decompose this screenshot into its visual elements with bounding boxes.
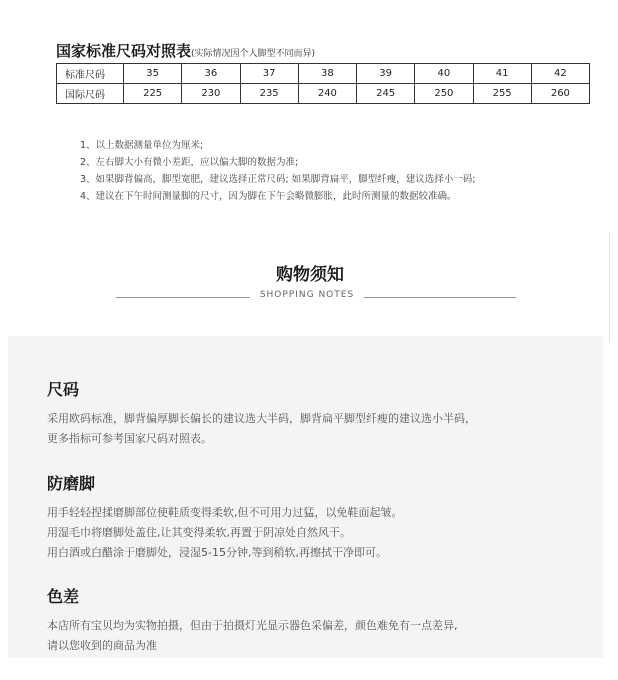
size-chart-title-row — [56, 40, 315, 61]
section-line: 用白酒或白醋涂于磨脚处，浸湿5-15分钟,等到稍软,再擦拭干净即可。 — [47, 546, 387, 559]
table-cell: 39 — [357, 64, 415, 84]
shopping-info-panel — [8, 336, 603, 658]
table-cell: 35 — [124, 64, 182, 84]
table-cell: 255 — [473, 84, 531, 104]
section-line: 用湿毛巾将磨脚处盖住,让其变得柔软,再置于阴凉处自然风干。 — [47, 526, 351, 539]
table-row-label: 国际尺码 — [57, 84, 124, 104]
size-chart-note: (实际情况因个人脚型不同而异) — [191, 49, 316, 59]
table-cell: 41 — [473, 64, 531, 84]
table-cell: 240 — [298, 84, 356, 104]
table-cell: 37 — [240, 64, 298, 84]
size-chart-section — [0, 0, 618, 232]
note-item: 4、建议在下午时间测量脚的尺寸，因为脚在下午会略微膨胀，此时所测量的数据较准确。 — [80, 191, 457, 202]
divider-line-right — [364, 297, 516, 298]
section-line: 请以您收到的商品为准 — [47, 639, 157, 652]
edge-divider — [609, 232, 610, 342]
table-cell: 38 — [298, 64, 356, 84]
note-item: 3、如果脚背偏高，脚型宽肥，建议选择正常尺码; 如果脚背扁平，脚型纤瘦，建议选择小一码; — [80, 174, 476, 185]
table-row-international — [57, 84, 590, 104]
section-color-difference — [47, 584, 458, 656]
section-line: 更多指标可参考国家尺码对照表。 — [47, 432, 212, 445]
table-cell: 245 — [357, 84, 415, 104]
section-line: 采用欧码标准，脚背偏厚脚长偏长的建议选大半码，脚背扁平脚型纤瘦的建议选小半码， — [47, 412, 476, 425]
table-cell: 42 — [531, 64, 589, 84]
size-chart-title: 国家标准尺码对照表 — [56, 42, 192, 60]
section-heading: 尺码 — [47, 380, 80, 399]
size-notes — [80, 137, 475, 205]
section-size — [47, 377, 476, 449]
section-anti-chafe — [47, 471, 403, 563]
table-cell: 40 — [415, 64, 473, 84]
section-heading: 色差 — [47, 587, 80, 606]
table-cell: 230 — [182, 84, 240, 104]
table-cell: 36 — [182, 64, 240, 84]
note-item: 1、以上数据测量单位为厘米; — [80, 140, 204, 151]
table-cell: 235 — [240, 84, 298, 104]
table-cell: 225 — [124, 84, 182, 104]
table-cell: 250 — [415, 84, 473, 104]
shopping-notes-header — [8, 232, 612, 336]
section-line: 用手轻轻捏揉磨脚部位使鞋质变得柔软,但不可用力过猛，以免鞋面起皱。 — [47, 506, 403, 519]
note-item: 2、左右脚大小有微小差距，应以偏大脚的数据为准; — [80, 157, 299, 168]
table-row-label: 标准尺码 — [57, 64, 124, 84]
shopping-subtitle-row — [116, 290, 516, 304]
shopping-title: 购物须知 — [276, 265, 344, 285]
divider-line-left — [116, 297, 250, 298]
table-cell: 260 — [531, 84, 589, 104]
section-line: 本店所有宝贝均为实物拍摄，但由于拍摄灯光显示器色采偏差，颜色难免有一点差异, — [47, 619, 458, 632]
size-table — [56, 63, 590, 104]
shopping-subtitle: SHOPPING NOTES — [259, 290, 355, 300]
table-row-standard — [57, 64, 590, 84]
section-heading: 防磨脚 — [47, 474, 96, 493]
